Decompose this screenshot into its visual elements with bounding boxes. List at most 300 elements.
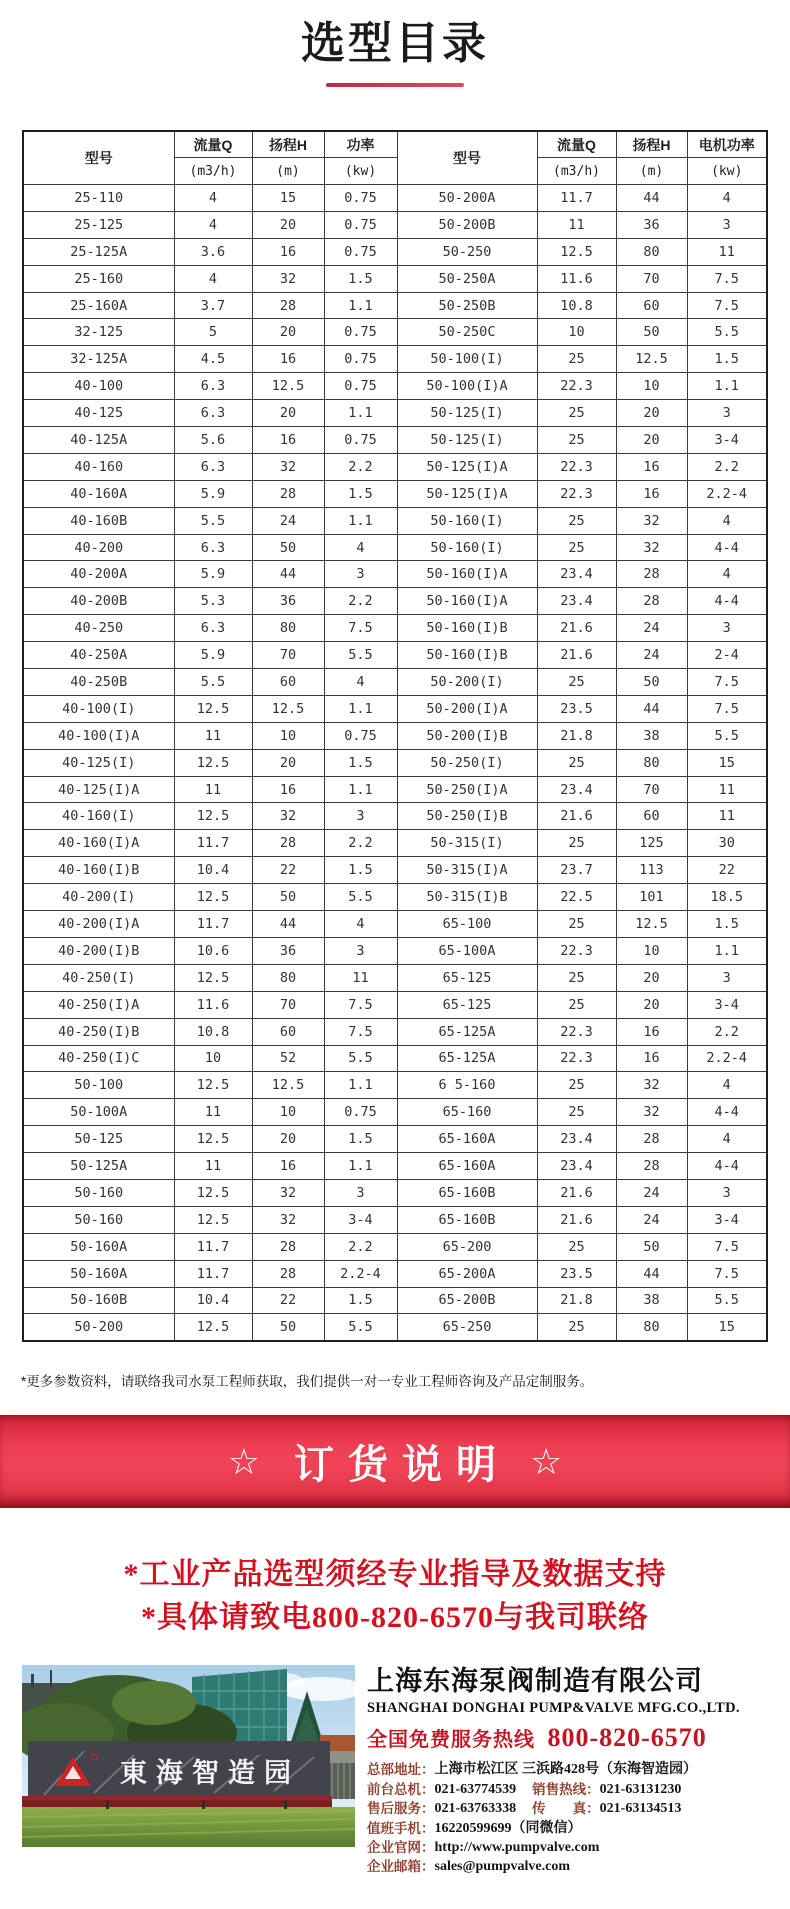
company-detail-line [367,1819,772,1838]
value-cell: 1.5 [687,911,767,938]
header-head-left: 扬程H [252,131,324,158]
value-cell: 3-4 [687,991,767,1018]
value-cell: 11.7 [174,830,252,857]
value-cell: 25 [537,669,616,696]
unit-power-right: (kw) [687,158,767,185]
detail-label: 前台总机： [367,1781,435,1797]
value-cell: 22.5 [537,884,616,911]
value-cell: 4 [174,265,252,292]
detail-label: 企业邮箱： [367,1859,435,1875]
value-cell: 80 [616,238,687,265]
value-cell: 5.5 [174,507,252,534]
model-cell: 50-250C [397,319,537,346]
model-cell: 50-125(I)A [397,480,537,507]
value-cell: 10 [174,1045,252,1072]
value-cell: 32 [252,265,324,292]
model-cell: 50-125(I)A [397,453,537,480]
order-notice-banner [0,1415,790,1508]
model-cell: 25-125A [23,238,174,265]
value-cell: 22.3 [537,373,616,400]
value-cell: 12.5 [616,346,687,373]
value-cell: 4 [687,507,767,534]
value-cell: 10.8 [174,1018,252,1045]
table-row [23,884,767,911]
value-cell: 28 [616,588,687,615]
value-cell: 23.4 [537,561,616,588]
model-cell: 40-160(I)A [23,830,174,857]
table-row [23,319,767,346]
value-cell: 28 [616,561,687,588]
model-cell: 50-250A [397,265,537,292]
table-row [23,507,767,534]
model-cell: 40-200A [23,561,174,588]
value-cell: 3 [324,803,397,830]
value-cell: 2.2-4 [324,1260,397,1287]
value-cell: 3-4 [687,1206,767,1233]
table-row [23,642,767,669]
value-cell: 32 [616,507,687,534]
model-cell: 40-125(I) [23,749,174,776]
model-cell: 40-160(I)B [23,857,174,884]
value-cell: 22.3 [537,480,616,507]
model-cell: 32-125A [23,346,174,373]
value-cell: 11 [324,964,397,991]
company-photo [22,1665,355,1847]
value-cell: 80 [616,749,687,776]
value-cell: 0.75 [324,319,397,346]
value-cell: 25 [537,534,616,561]
value-cell: 22 [252,1287,324,1314]
value-cell: 44 [252,911,324,938]
value-cell: 4-4 [687,534,767,561]
model-cell: 50-200(I) [397,669,537,696]
value-cell: 21.6 [537,615,616,642]
value-cell: 25 [537,991,616,1018]
table-row [23,292,767,319]
value-cell: 2.2-4 [687,1045,767,1072]
value-cell: 6.3 [174,400,252,427]
value-cell: 10.6 [174,937,252,964]
value-cell: 4 [687,561,767,588]
value-cell: 24 [616,1206,687,1233]
value-cell: 60 [616,292,687,319]
value-cell: 25 [537,1099,616,1126]
value-cell: 5.5 [687,1287,767,1314]
value-cell: 6.3 [174,534,252,561]
value-cell: 11 [174,722,252,749]
model-cell: 40-250A [23,642,174,669]
model-cell: 50-125A [23,1153,174,1180]
value-cell: 50 [252,534,324,561]
value-cell: 0.75 [324,1099,397,1126]
value-cell: 4 [687,1126,767,1153]
value-cell: 24 [252,507,324,534]
value-cell: 80 [616,1314,687,1341]
model-cell: 40-200(I)B [23,937,174,964]
value-cell: 7.5 [687,265,767,292]
value-cell: 11.7 [537,185,616,212]
value-cell: 5.9 [174,642,252,669]
model-cell: 65-125A [397,1045,537,1072]
table-row [23,480,767,507]
model-cell: 40-160B [23,507,174,534]
value-cell: 6.3 [174,615,252,642]
value-cell: 2-4 [687,642,767,669]
hotline-number: 800-820-6570 [547,1723,707,1753]
model-cell: 40-125A [23,427,174,454]
model-cell: 50-100(I)A [397,373,537,400]
unit-head-left: (m) [252,158,324,185]
selection-table [22,130,768,1342]
value-cell: 25 [537,346,616,373]
value-cell: 23.7 [537,857,616,884]
value-cell: 0.75 [324,238,397,265]
model-cell: 40-200 [23,534,174,561]
header-power-right: 电机功率 [687,131,767,158]
table-row [23,427,767,454]
table-row [23,776,767,803]
table-row [23,695,767,722]
model-cell: 40-160 [23,453,174,480]
value-cell: 11 [537,211,616,238]
table-row [23,857,767,884]
model-cell: 40-250 [23,615,174,642]
company-info [355,1665,772,1876]
value-cell: 10.4 [174,857,252,884]
value-cell: 16 [252,238,324,265]
table-row [23,400,767,427]
value-cell: 16 [252,776,324,803]
value-cell: 12.5 [174,1072,252,1099]
page-title: 选型目录 [301,19,489,68]
value-cell: 21.6 [537,642,616,669]
value-cell: 12.5 [174,964,252,991]
value-cell: 3 [687,211,767,238]
value-cell: 28 [252,480,324,507]
value-cell: 12.5 [252,1072,324,1099]
value-cell: 28 [252,1233,324,1260]
value-cell: 4 [687,185,767,212]
value-cell: 44 [616,1260,687,1287]
value-cell: 11 [174,776,252,803]
value-cell: 0.75 [324,211,397,238]
table-row [23,830,767,857]
model-cell: 50-125(I) [397,427,537,454]
value-cell: 6.3 [174,453,252,480]
table-row [23,1099,767,1126]
value-cell: 3 [687,964,767,991]
value-cell: 32 [616,534,687,561]
star-icon: ☆ [530,1440,563,1482]
model-cell: 65-160 [397,1099,537,1126]
model-cell: 50-200B [397,211,537,238]
value-cell: 10 [616,373,687,400]
value-cell: 80 [252,964,324,991]
table-body [23,185,767,1342]
banner-title: 订货说明 [294,1443,510,1488]
value-cell: 32 [252,453,324,480]
value-cell: 22.3 [537,453,616,480]
value-cell: 36 [252,937,324,964]
model-cell: 50-200(I)B [397,722,537,749]
model-cell: 40-250(I)C [23,1045,174,1072]
value-cell: 7.5 [687,292,767,319]
value-cell: 11.6 [174,991,252,1018]
header-head-right: 扬程H [616,131,687,158]
model-cell: 40-250(I) [23,964,174,991]
value-cell: 2.2-4 [687,480,767,507]
table-row [23,1287,767,1314]
detail-value: http://www.pumpvalve.com [434,1839,600,1855]
value-cell: 22.3 [537,1018,616,1045]
value-cell: 16 [252,346,324,373]
service-hotline [367,1723,772,1753]
model-cell: 65-125 [397,991,537,1018]
value-cell: 12.5 [174,803,252,830]
model-cell: 25-125 [23,211,174,238]
value-cell: 12.5 [252,373,324,400]
value-cell: 25 [537,1072,616,1099]
table-row [23,669,767,696]
value-cell: 10 [252,722,324,749]
value-cell: 12.5 [537,238,616,265]
value-cell: 36 [616,211,687,238]
value-cell: 11 [174,1099,252,1126]
value-cell: 1.1 [324,400,397,427]
table-footnote: *更多参数资料，请联络我司水泵工程师获取，我们提供一对一专业工程师咨询及产品定制服务。 [21,1374,594,1390]
notice-block [0,1553,790,1639]
company-section [0,1665,790,1876]
value-cell: 12.5 [174,1179,252,1206]
value-cell: 5.9 [174,480,252,507]
value-cell: 20 [252,211,324,238]
value-cell: 11.7 [174,1260,252,1287]
table-row [23,1072,767,1099]
company-detail-line [367,1780,772,1799]
table-header [23,131,767,185]
model-cell: 50-250(I) [397,749,537,776]
value-cell: 1.5 [324,480,397,507]
value-cell: 1.1 [687,937,767,964]
table-row [23,238,767,265]
value-cell: 5.5 [324,642,397,669]
model-cell: 50-315(I) [397,830,537,857]
value-cell: 16 [616,1045,687,1072]
model-cell: 40-250B [23,669,174,696]
value-cell: 0.75 [324,722,397,749]
value-cell: 10.8 [537,292,616,319]
value-cell: 28 [616,1153,687,1180]
value-cell: 32 [616,1072,687,1099]
value-cell: 70 [252,642,324,669]
value-cell: 50 [616,1233,687,1260]
value-cell: 25 [537,427,616,454]
table-row [23,1153,767,1180]
value-cell: 15 [687,749,767,776]
model-cell: 40-100 [23,373,174,400]
title-underline [326,83,464,87]
unit-head-right: (m) [616,158,687,185]
value-cell: 70 [616,265,687,292]
model-cell: 50-160B [23,1287,174,1314]
model-cell: 40-250(I)B [23,1018,174,1045]
value-cell: 7.5 [324,1018,397,1045]
value-cell: 44 [616,695,687,722]
model-cell: 50-160(I)B [397,642,537,669]
detail-label: 销售热线： [532,1781,600,1797]
value-cell: 23.4 [537,1126,616,1153]
value-cell: 20 [252,400,324,427]
value-cell: 3.7 [174,292,252,319]
value-cell: 3 [687,400,767,427]
value-cell: 5.9 [174,561,252,588]
value-cell: 23.5 [537,695,616,722]
value-cell: 16 [252,1153,324,1180]
value-cell: 101 [616,884,687,911]
value-cell: 12.5 [174,695,252,722]
value-cell: 32 [252,1206,324,1233]
value-cell: 32 [252,803,324,830]
value-cell: 25 [537,400,616,427]
model-cell: 50-160(I) [397,534,537,561]
value-cell: 25 [537,1314,616,1341]
table-row [23,211,767,238]
value-cell: 10.4 [174,1287,252,1314]
model-cell: 40-160A [23,480,174,507]
value-cell: 44 [252,561,324,588]
value-cell: 3-4 [687,427,767,454]
value-cell: 23.4 [537,1153,616,1180]
value-cell: 12.5 [174,1314,252,1341]
model-cell: 50-125(I) [397,400,537,427]
value-cell: 12.5 [174,1206,252,1233]
company-detail-line [367,1857,772,1876]
header-model-right: 型号 [397,131,537,185]
value-cell: 4-4 [687,1153,767,1180]
model-cell: 40-125 [23,400,174,427]
table-row [23,749,767,776]
table-row [23,1179,767,1206]
model-cell: 40-100(I) [23,695,174,722]
value-cell: 3.6 [174,238,252,265]
value-cell: 60 [616,803,687,830]
value-cell: 60 [252,669,324,696]
model-cell: 65-200B [397,1287,537,1314]
value-cell: 38 [616,1287,687,1314]
value-cell: 12.5 [252,695,324,722]
model-cell: 50-250(I)B [397,803,537,830]
value-cell: 50 [252,1314,324,1341]
value-cell: 5.5 [687,319,767,346]
value-cell: 2.2 [324,588,397,615]
table-row [23,185,767,212]
value-cell: 3 [324,561,397,588]
detail-label: 企业官网： [367,1839,435,1855]
model-cell: 50-100 [23,1072,174,1099]
value-cell: 20 [252,319,324,346]
value-cell: 1.1 [687,373,767,400]
value-cell: 38 [616,722,687,749]
table-row [23,346,767,373]
model-cell: 65-160B [397,1179,537,1206]
value-cell: 32 [616,1099,687,1126]
value-cell: 50 [616,669,687,696]
company-details [367,1760,772,1876]
value-cell: 4-4 [687,588,767,615]
value-cell: 4 [324,669,397,696]
value-cell: 12.5 [616,911,687,938]
value-cell: 4 [174,211,252,238]
value-cell: 5.5 [324,884,397,911]
model-cell: 65-100 [397,911,537,938]
value-cell: 7.5 [324,991,397,1018]
model-cell: 65-160B [397,1206,537,1233]
value-cell: 25 [537,911,616,938]
value-cell: 28 [252,830,324,857]
value-cell: 30 [687,830,767,857]
model-cell: 50-160 [23,1179,174,1206]
value-cell: 15 [687,1314,767,1341]
value-cell: 10 [537,319,616,346]
table-row [23,1045,767,1072]
value-cell: 25 [537,1233,616,1260]
model-cell: 50-160(I)A [397,588,537,615]
table-row [23,561,767,588]
value-cell: 70 [616,776,687,803]
model-cell: 50-315(I)A [397,857,537,884]
hotline-label: 全国免费服务热线 [367,1729,535,1752]
value-cell: 5 [174,319,252,346]
value-cell: 16 [616,480,687,507]
value-cell: 22 [252,857,324,884]
value-cell: 24 [616,615,687,642]
unit-flow-left: (m3/h) [174,158,252,185]
model-cell: 40-100(I)A [23,722,174,749]
model-cell: 50-160A [23,1260,174,1287]
value-cell: 18.5 [687,884,767,911]
value-cell: 7.5 [687,695,767,722]
table-row [23,373,767,400]
value-cell: 21.6 [537,1179,616,1206]
detail-value: 上海市松江区 三浜路428号（东海智造园） [434,1762,697,1778]
value-cell: 1.5 [324,749,397,776]
value-cell: 20 [616,991,687,1018]
value-cell: 25 [537,830,616,857]
value-cell: 20 [616,400,687,427]
table-row [23,534,767,561]
value-cell: 125 [616,830,687,857]
model-cell: 40-200(I)A [23,911,174,938]
value-cell: 16 [616,453,687,480]
detail-label: 售后服务： [367,1801,435,1817]
value-cell: 4.5 [174,346,252,373]
value-cell: 21.8 [537,1287,616,1314]
value-cell: 22.3 [537,937,616,964]
company-detail-line [367,1838,772,1857]
value-cell: 1.5 [324,1287,397,1314]
value-cell: 7.5 [687,1260,767,1287]
model-cell: 65-125 [397,964,537,991]
value-cell: 5.5 [687,722,767,749]
value-cell: 1.1 [324,1072,397,1099]
detail-value: 021-63134513 [599,1801,682,1817]
value-cell: 28 [252,1260,324,1287]
value-cell: 4 [687,1072,767,1099]
value-cell: 0.75 [324,373,397,400]
value-cell: 113 [616,857,687,884]
notice-line-2: *具体请致电800-820-6570与我司联络 [141,1601,649,1635]
value-cell: 5.5 [174,669,252,696]
